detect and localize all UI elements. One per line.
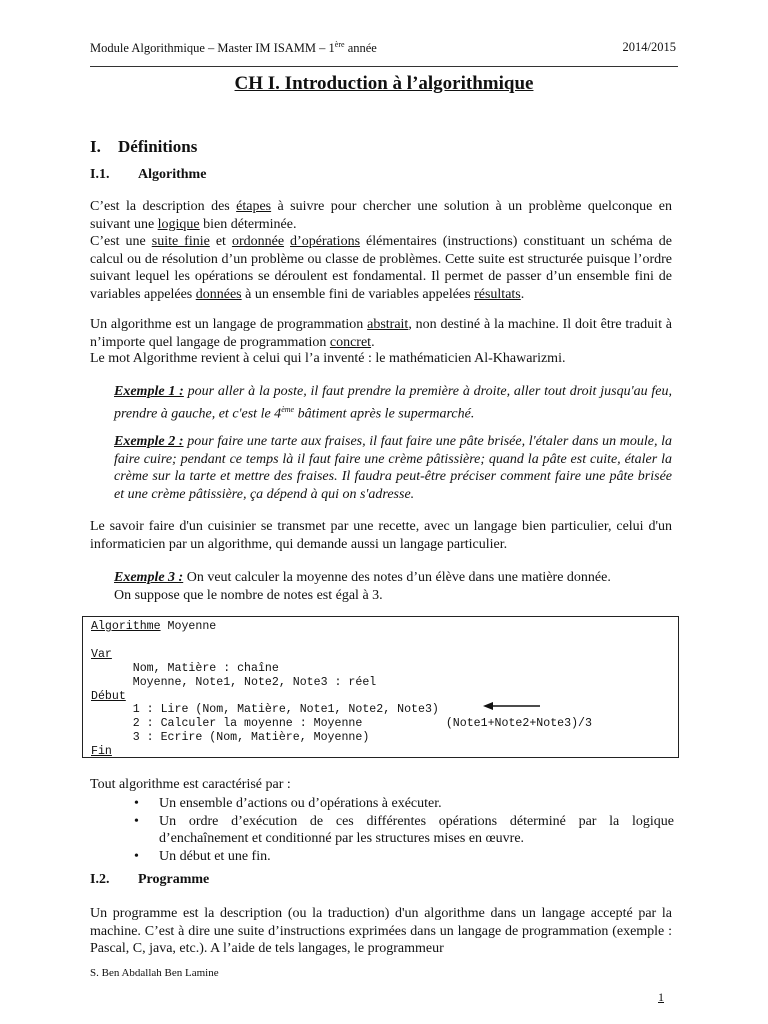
page-number: 1 (658, 990, 664, 1004)
subsection-heading-programme: I.2. Programme (90, 872, 210, 887)
left-arrow-icon (483, 701, 541, 711)
algorithm-code: Algorithme Moyenne Var Nom, Matière : chaîne Moyenne, Note1, Note2, Note3 : réel Début 1 : Lire (Nom, Matière, Note1, Note2, Note3) 2 : Calculer la moyenne : Moyenne (Note1+Note2+Note3)/3 3 : Ecrire (Nom, Matière, Moyenne) Fin (91, 620, 592, 759)
list-item: • Un ensemble d’actions ou d’opérations à exécuter. (134, 795, 674, 813)
paragraph-caracteristiques: Tout algorithme est caractérisé par : (90, 777, 291, 792)
section-heading: I. Définitions (90, 137, 198, 156)
example-3: Exemple 3 : On veut calculer la moyenne des notes d’un élève dans une matière donnée. On suppose que le nombre de notes est égal à 3. (114, 570, 611, 603)
page-header (90, 40, 676, 56)
list-item: • Un ordre d’exécution de ces différentes opérations déterminé par la logique d’enchaînement et conditionné par les structures mises en œuvre. (134, 813, 674, 848)
subsection-heading-algorithme: I.1. Algorithme (90, 167, 207, 182)
paragraph-definition-1: C’est la description des étapes à suivre pour chercher une solution à un problème quelconque en suivant une logique bien déterminée. (90, 199, 672, 232)
header-year: 2014/2015 (622, 40, 676, 54)
paragraph-savoir-faire: Le savoir faire d'un cuisinier se transmet par une recette, avec un langage bien particulier, celui d'un informaticien par un algorithme, qui demande aussi un langage particulier. (90, 519, 672, 552)
footer-author: S. Ben Abdallah Ben Lamine (90, 967, 219, 979)
chapter-title: CH I. Introduction à l’algorithmique (234, 73, 534, 94)
paragraph-programme: Un programme est la description (ou la traduction) d'un algorithme dans un langage accepté par la machine. C’est à dire une suite d’instructions exprimées dans un langage de programmation (exemple : Pascal, C, java, etc.). A l’aide de tels langages, le programmeur (90, 906, 672, 957)
example-2: Exemple 2 : pour faire une tarte aux fraises, il faut faire une pâte brisée, l'étaler dans un moule, la faire cuire; pendant ce temps là il faut faire une crème pâtissière; quand la pâte est cuite, étaler la crème sur la tarte et mettre des fraises. Il faudra peut-être préciser comment faire une pâte brisée et une crème pâtissière, ça dépend à qui on s'adresse. (114, 434, 672, 502)
example-1: Exemple 1 : pour aller à la poste, il faut prendre la première à droite, aller tout droit jusqu'au feu, prendre à gauche, et c'est le 4ème bâtiment après le supermarché. (114, 384, 672, 422)
algorithm-code-box (82, 616, 679, 758)
characteristics-list (134, 795, 674, 865)
header-rule (90, 66, 678, 67)
list-item: • Un début et une fin. (134, 848, 674, 866)
paragraph-definition-3: Un algorithme est un langage de programmation abstrait, non destiné à la machine. Il doit être traduit à n’importe quel langage de programmation concret. (90, 317, 672, 350)
paragraph-al-khawarizmi: Le mot Algorithme revient à celui qui l’a inventé : le mathématicien Al-Khawarizmi. (90, 351, 566, 366)
paragraph-definition-2: C’est une suite finie et ordonnée d’opérations élémentaires (instructions) constituant un schéma de calcul ou de résolution d’un problème ou classe de problèmes. Cette suite est structurée puisque l’ordre suivant lequel les opérations se déroulent est fondamental. Il permet de passer d’un ensemble fini de variables appelées données à un ensemble fini de variables appelées résultats. (90, 234, 672, 302)
header-module: Module Algorithmique – Master IM ISAMM – 1ère année (90, 40, 377, 56)
